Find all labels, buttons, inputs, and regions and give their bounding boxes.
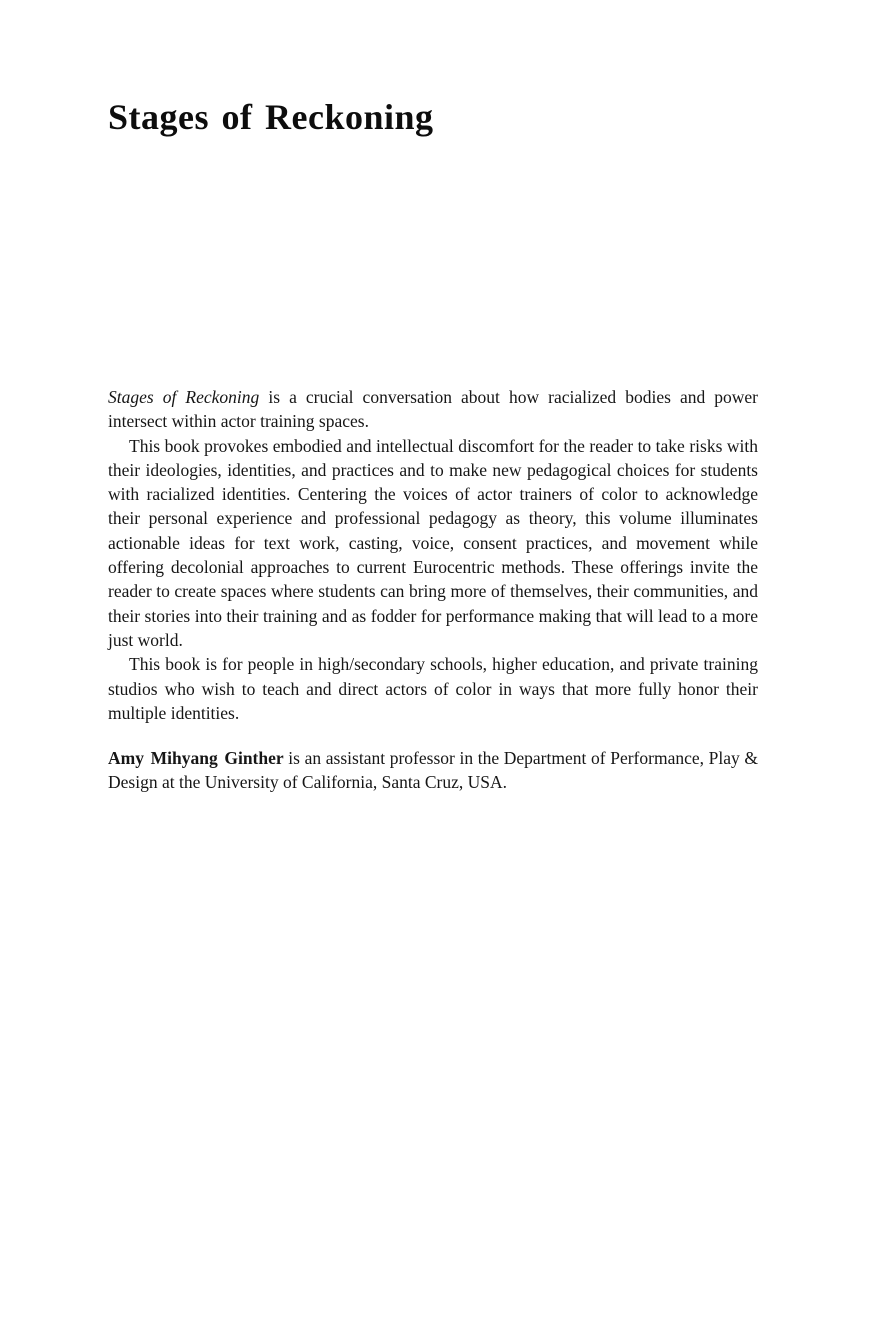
paragraph-audience: This book is for people in high/secondary schools, higher education, and private training studios who wish to teach and direct actors of color in ways that more fully honor their multiple identities.: [108, 654, 758, 723]
author-name-bold-lead: Amy Mihyang Ginther: [108, 748, 284, 769]
author-bio-text: is an assistant professor in the Department of Performance, Play & Design at the University of California, Santa Cruz, USA.: [108, 748, 758, 793]
page-title: Stages of Reckoning: [108, 97, 434, 137]
paragraph-synopsis: [108, 385, 758, 434]
book-description: [108, 385, 758, 795]
paragraph-synopsis-text: is a crucial conversation about how racialized bodies and power intersect within actor training spaces.: [108, 387, 759, 432]
paragraph-author-bio: [108, 746, 758, 795]
book-title-italic-lead: Stages of Reckoning: [108, 387, 260, 407]
paragraph-book-overview: This book provokes embodied and intellectual discomfort for the reader to take risks with their ideologies, identities, and practices and to make new pedagogical choices for students with racialized identities. Centering the voices of actor trainers of color to acknowledge their personal experience and professional pedagogy as theory, this volume illuminates actionable ideas for text work, casting, voice, consent practices, and movement while offering decolonial approaches to current Eurocentric methods. These offerings invite the reader to create spaces where students can bring more of themselves, their communities, and their stories into their training and as fodder for performance making that will lead to a more just world.: [108, 435, 758, 650]
